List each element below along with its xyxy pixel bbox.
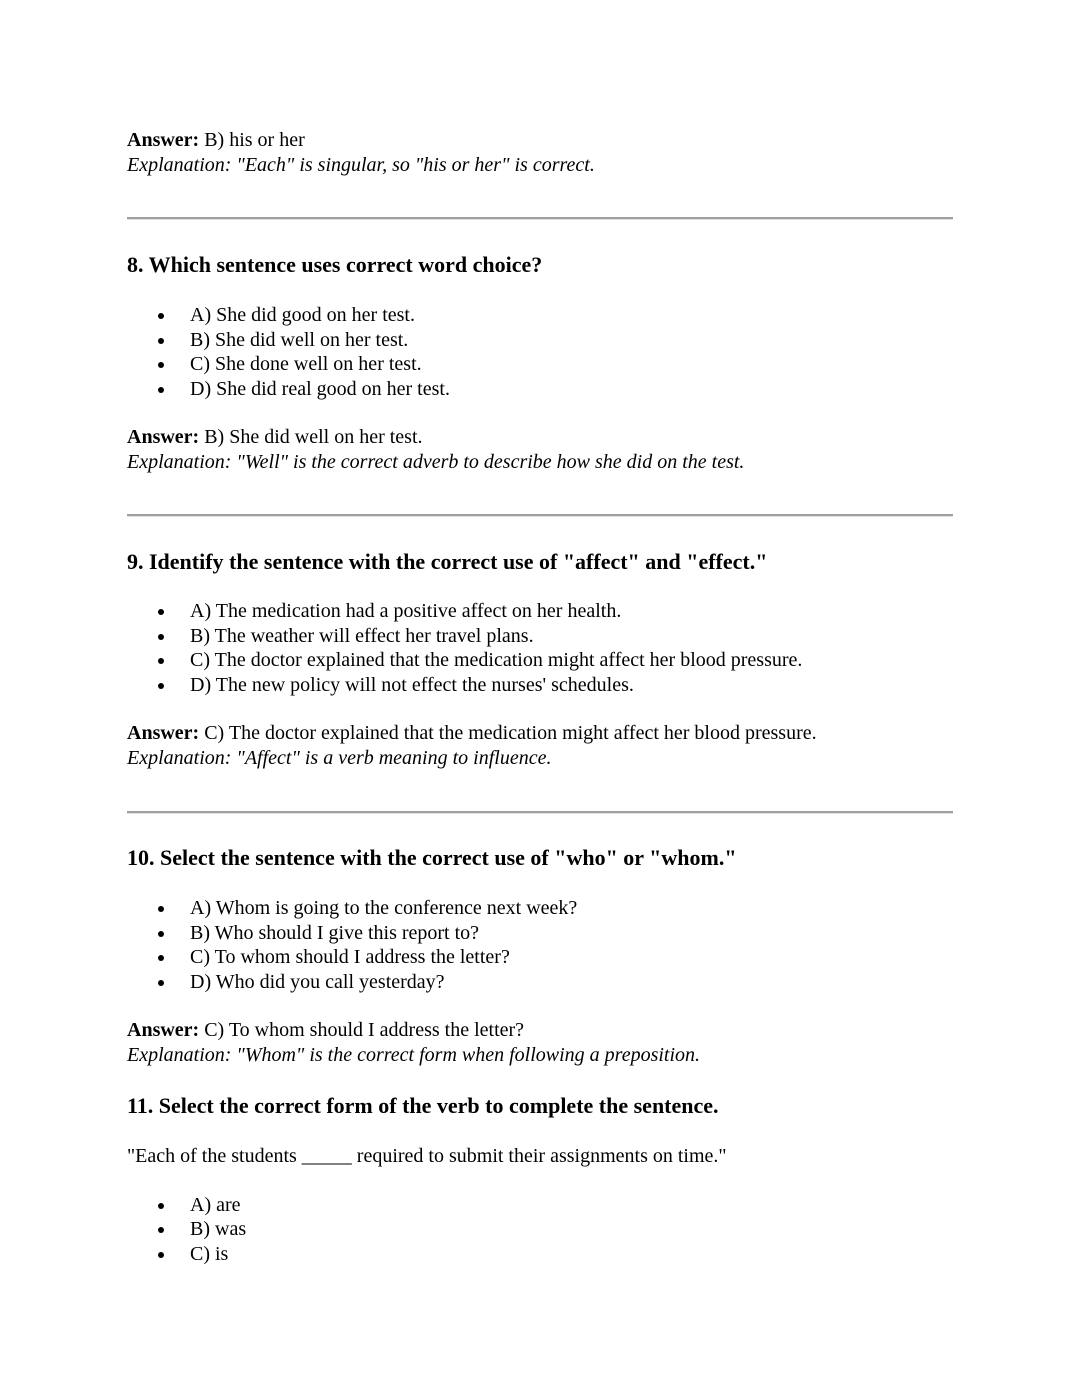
- bullet-icon: [158, 1203, 164, 1209]
- divider: [127, 514, 953, 517]
- bullet-icon: [158, 362, 164, 368]
- bullet-icon: [158, 338, 164, 344]
- option: [127, 303, 953, 328]
- question-title: 9. Identify the sentence with the correct use of "affect" and "effect.": [127, 549, 768, 574]
- options-list: [127, 1193, 953, 1267]
- divider: [127, 811, 953, 814]
- question-prompt: "Each of the students _____ required to submit their assignments on time.": [127, 1145, 727, 1167]
- question-10: [127, 844, 953, 1067]
- answer-text: B) She did well on her test.: [199, 426, 423, 448]
- option: [127, 352, 953, 377]
- option-text: C) She done well on her test.: [190, 353, 422, 375]
- bullet-icon: [158, 609, 164, 615]
- option: [127, 1193, 953, 1218]
- answer-line: [127, 1018, 953, 1043]
- bullet-icon: [158, 1252, 164, 1258]
- bullet-icon: [158, 906, 164, 912]
- answer-label: Answer:: [127, 722, 200, 744]
- previous-answer-block: [127, 128, 953, 177]
- option: [127, 673, 953, 698]
- bullet-icon: [158, 313, 164, 319]
- question-9: [127, 548, 953, 770]
- options-list: [127, 303, 953, 401]
- option-text: C) is: [190, 1242, 229, 1265]
- bullet-icon: [158, 931, 164, 937]
- option-text: B) Who should I give this report to?: [190, 921, 480, 944]
- question-title: 8. Which sentence uses correct word choice?: [127, 252, 543, 277]
- bullet-icon: [158, 955, 164, 961]
- option-text: B) She did well on her test.: [190, 328, 409, 351]
- answer-line: [127, 128, 953, 153]
- explanation: Explanation: "Affect" is a verb meaning to influence.: [127, 746, 552, 769]
- explanation: Explanation: "Each" is singular, so "his or her" is correct.: [127, 153, 595, 176]
- answer-label: Answer:: [127, 1019, 200, 1041]
- option: [127, 624, 953, 649]
- option: [127, 945, 953, 970]
- answer-text: B) his or her: [199, 129, 305, 151]
- option: [127, 1242, 953, 1267]
- option: [127, 921, 953, 946]
- option-text: A) Whom is going to the conference next week?: [190, 897, 578, 919]
- answer-label: Answer:: [127, 426, 200, 448]
- option-text: D) Who did you call yesterday?: [190, 970, 445, 993]
- option: [127, 648, 953, 673]
- option-text: B) was: [190, 1218, 247, 1240]
- option-text: B) The weather will effect her travel plans.: [190, 624, 534, 647]
- answer-label: Answer:: [127, 129, 200, 151]
- options-list: [127, 599, 953, 697]
- question-title: 10. Select the sentence with the correct use of "who" or "whom.": [127, 845, 737, 870]
- option-text: D) She did real good on her test.: [190, 377, 450, 400]
- option-text: A) She did good on her test.: [190, 304, 415, 326]
- answer-line: [127, 425, 953, 450]
- option: [127, 599, 953, 624]
- option: [127, 328, 953, 353]
- question-11: [127, 1092, 953, 1266]
- option-text: A) The medication had a positive affect on her health.: [190, 600, 622, 622]
- answer-line: [127, 721, 953, 746]
- question-8: [127, 251, 953, 474]
- answer-text: C) To whom should I address the letter?: [199, 1019, 525, 1041]
- option-text: C) The doctor explained that the medication might affect her blood pressure.: [190, 649, 803, 671]
- option-text: C) To whom should I address the letter?: [190, 946, 510, 968]
- explanation: Explanation: "Whom" is the correct form when following a preposition.: [127, 1043, 701, 1066]
- options-list: [127, 896, 953, 994]
- option: [127, 1217, 953, 1242]
- bullet-icon: [158, 1227, 164, 1233]
- option-text: D) The new policy will not effect the nurses' schedules.: [190, 673, 634, 696]
- bullet-icon: [158, 658, 164, 664]
- explanation: Explanation: "Well" is the correct adverb to describe how she did on the test.: [127, 450, 745, 473]
- option: [127, 970, 953, 995]
- bullet-icon: [158, 980, 164, 986]
- bullet-icon: [158, 683, 164, 689]
- bullet-icon: [158, 634, 164, 640]
- answer-text: C) The doctor explained that the medication might affect her blood pressure.: [199, 722, 817, 744]
- bullet-icon: [158, 387, 164, 393]
- option: [127, 377, 953, 402]
- divider: [127, 217, 953, 220]
- option-text: A) are: [190, 1193, 241, 1216]
- option: [127, 896, 953, 921]
- question-title: 11. Select the correct form of the verb to complete the sentence.: [127, 1093, 719, 1118]
